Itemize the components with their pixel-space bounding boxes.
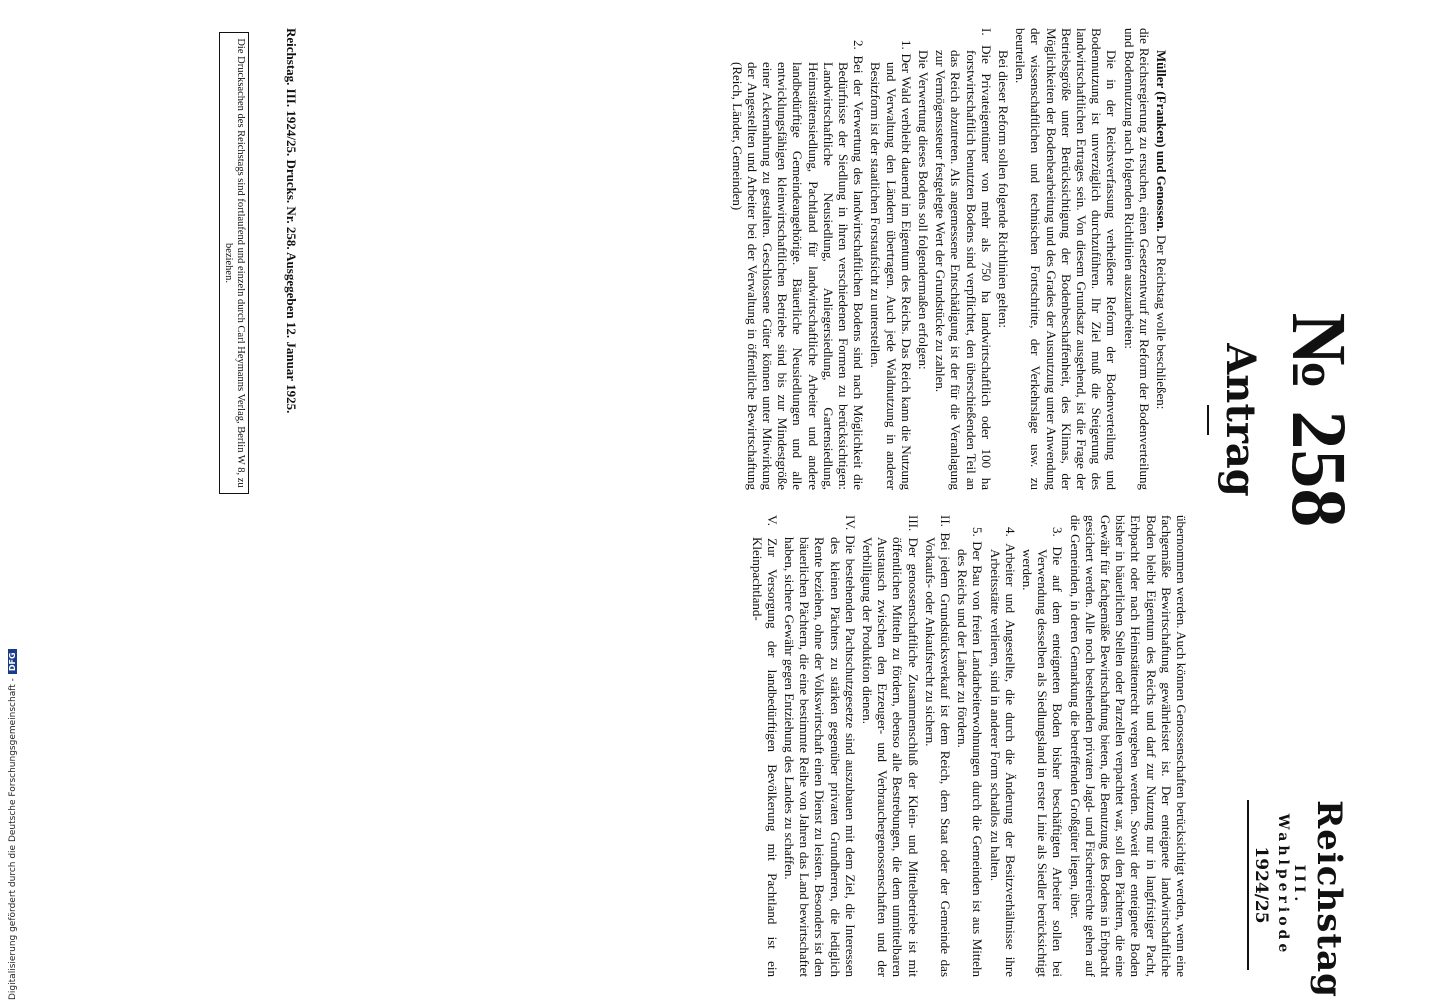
digitization-text: Digitalisierung gefördert durch die Deutsche Forschungsgemeinschaft - — [8, 678, 18, 1000]
session-years: 1924/25 — [1247, 800, 1271, 970]
document-number: № 258 — [1276, 312, 1363, 528]
paragraph-guidelines: Bei dieser Reform sollen folgende Richtlinien gelten: — [995, 50, 1011, 328]
publisher-note: Die Drucksachen des Reichstags sind fortlaufend und einzeln durch Carl Heymanns Verlag, Berlin W 8, zu beziehen. — [219, 32, 249, 494]
document-title: Antrag — [1217, 343, 1264, 497]
title-divider — [1207, 405, 1209, 435]
intro-paragraph: die Reichsregierung zu ersuchen, einen Gesetzentwurf zur Reform der Bodenverteilung und Bodennutzung nach folgenden Richtlinien auszuarbeiten: — [1121, 28, 1152, 490]
parliament-header — [1247, 800, 1349, 998]
right-column — [747, 515, 1189, 977]
item-2: 2. Bei der Verwertung des landwirtschaftlichen Bodens sind nach Möglichkeit die Bedürfnisse der Siedlung in ihren verschiedenen Formen zu berücksichtigen: Landwirtschaftliche Neusiedlung, Anliegersiedlung, Gartensiedlung, Heimstättensiedlung, Pachtland für landwirtschaftliche Arbeiter und andere landbedürftige Gemeindeangehörige. Bäuerliche Neusiedlungen und alle entwicklungsfähigen kleinwirtschaftlichen Betriebe sind bis zur Mindestgröße einer Ackernahrung zu gestalten. Geschlossene Güter können unter Mitwirkung der Angestellten und Arbeiter bei der Verwaltung in öffentliche Bewirtschaftung (Reich, Länder, Gemeinden) — [729, 40, 867, 490]
motion-sponsors: Müller (Franken) und Genossen. — [1154, 50, 1169, 232]
section-4: IV. Die bestehenden Pachtschutzgesetze sind auszubauen mit dem Ziel, die Interessen des kleinen Pächters zu stärken gegenüber privaten Grundherren, die lediglich Rente beziehen, ohne der Volkswirtschaft einen Dienst zu leisten. Besonders ist den bäuerlichen Pächtern, die eine bestimmte Reihe von Jahren das Land bewirtschaftet haben, sichere Gewähr gegen Entziehung des Landes zu schaffen. — [781, 515, 858, 977]
item-2-continued: übernommen werden. Auch können Genossenschaften berücksichtigt werden, wenn eine fachgemäße Bewirtschaftung gewährleistet ist. Der enteignete landwirtschaftliche Boden bleibt Eigentum des Reichs und darf zur Nutzung nur in langfristiger Pacht, Erbpacht oder nach Heimstättenrecht vergeben werden. Soweit der enteignete Boden bisher in bäuerlichen Stellen oder Parzellen verpachtet war, soll den Pächtern, die eine Gewähr für fachgemäße Bewirtschaftung bieten, die Benutzung des Bodens in Erbpacht gesichert werden. Alle noch bestehenden privaten Jagd- und Fischereirechte gehen auf die Gemeinden, in deren Gemarkung die betreffenden Großgüter liegen, über. — [1067, 515, 1189, 977]
section-5: V. Zur Versorgung der landbedürftigen Bevölkerung mit Pachtland ist ein Kleinpachtland- — [749, 515, 780, 977]
item-3: 3. Die auf dem enteigneten Boden bisher beschäftigten Arbeiter sollen bei Verwendung desselben als Siedlungsland in erster Linie als Siedler berücksichtigt werden. — [1019, 527, 1066, 977]
parliament-name: Reichstag — [1309, 800, 1349, 998]
election-period: III. Wahlperiode — [1275, 813, 1307, 957]
item-4: 4. Arbeiter und Angestellte, die durch die Änderung der Besitzverhältnisse ihre Arbeitsstätte verlieren, sind in anderer Form schadlos zu halten. — [987, 527, 1018, 977]
imprint-line: Reichstag. III. 1924/25. Drucks. Nr. 258. Ausgegeben 12. Januar 1925. — [284, 28, 299, 414]
motion-opening — [1154, 28, 1169, 490]
section-3: III. Der genossenschaftliche Zusammenschluß der Klein- und Mittelbetriebe ist mit öffentlichen Mitteln zu fördern, ebenso alle Bestrebungen, die dem unmittelbaren Austausch zwischen den Erzeuger- und Verbrauchergenossenschaften und der Verbilligung der Produktion dienen. — [859, 515, 921, 977]
item-5: 5. Der Bau von freien Landarbeiterwohnungen durch die Gemeinden ist aus Mitteln des Reichs und der Länder zu fördern. — [955, 527, 986, 977]
section-1: I. Die Privateigentümer von mehr als 750 ha landwirtschaftlich oder 100 ha forstwirtschaftlich benutzten Bodens sind verpflichtet, den überschießenden Teil an das Reich abzutreten. Als angemessene Entschädigung ist der für die Veranlagung zur Vermögenssteuer festgelegte Wert der Grundstücke zu zahlen. — [933, 28, 994, 490]
section-1-utilization: Die Verwertung dieses Bodens soll folgendermaßen erfolgen: — [915, 50, 931, 370]
item-1: 1. Der Wald verbleibt dauernd im Eigentum des Reichs. Das Reich kann die Nutzung und Verwaltung den Ländern übertragen. Auch jede Waldnutzung in anderer Besitzform ist der staatlichen Forstaufsicht zu unterstellen. — [868, 40, 914, 490]
digitization-note — [8, 649, 18, 1000]
left-column — [727, 28, 1169, 490]
dfg-logo: DFG — [8, 649, 17, 674]
motion-resolve: Der Reichstag wolle beschließen: — [1154, 235, 1169, 410]
paragraph-principle: Die in der Reichsverfassung verheißene Reform der Bodenverteilung und Bodennutzung ist unverzüglich durchzuführen. Ihr Ziel muß die Steigerung des landwirtschaftlichen Ertrages sein. Von diesem Grundsatz ausgehend, ist die Frage der Betriebsgröße unter Berücksichtigung der Bodenbeschaffenheit, des Klimas, der Möglichkeiten der Bodenbearbeitung und des Grades der Ausnutzung unter Anwendung der wissenschaftlichen und technischen Fortschritte, der Verkehrslage usw. zu beurteilen. — [1013, 28, 1120, 490]
section-2: II. Bei jedem Grundstücksverkauf ist dem Reich, dem Staat oder der Gemeinde das Vorkaufs- oder Ankaufsrecht zu sichern. — [922, 515, 953, 977]
